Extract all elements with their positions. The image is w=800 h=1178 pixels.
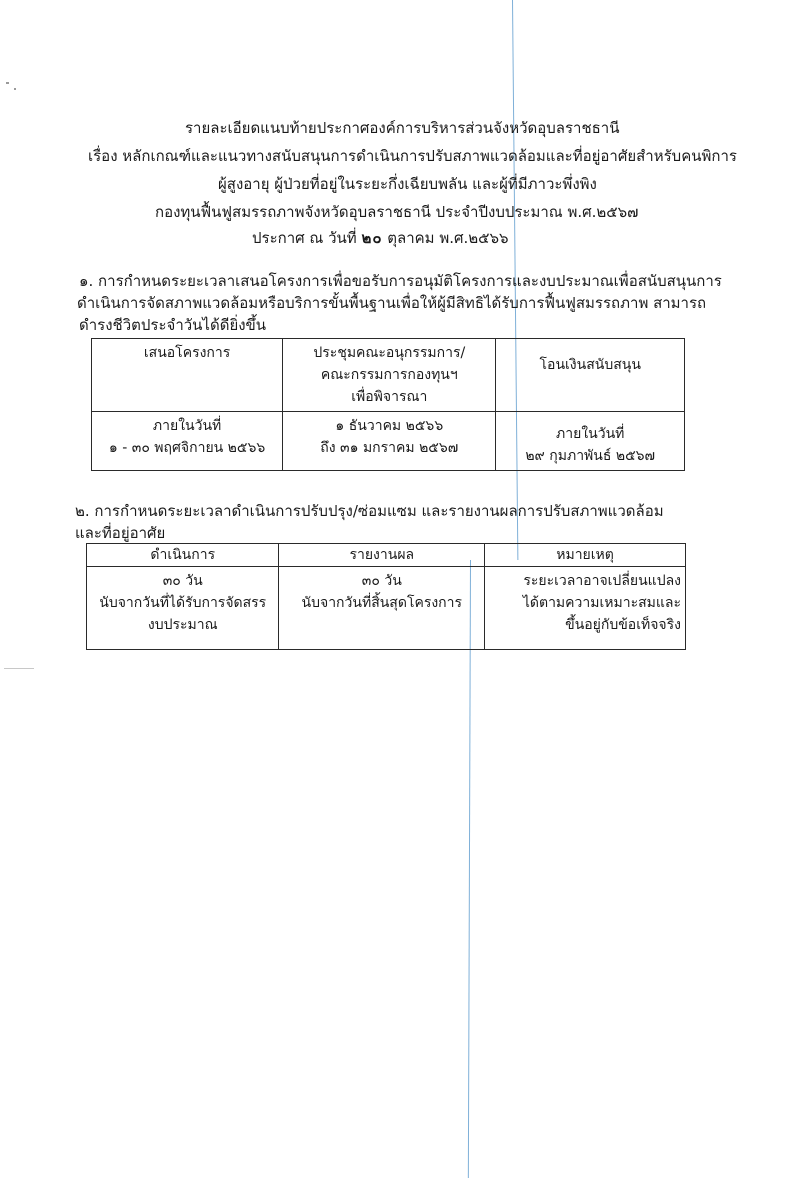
table-header-cell: ดำเนินการ (87, 544, 279, 567)
announce-date (252, 228, 509, 248)
schedule-table-2 (86, 543, 686, 650)
scan-speck (14, 88, 16, 90)
table-cell: ระยะเวลาอาจเปลี่ยนแปลง ได้ตามความเหมาะสมและ ขึ้นอยู่กับข้อเท็จจริง (485, 567, 686, 650)
table-header-row (87, 544, 686, 567)
header-line-3: ผู้สูงอายุ ผู้ป่วยที่อยู่ในระยะกึ่งเฉียบพลัน และผู้ที่มีภาวะพึ่งพิง (218, 175, 597, 193)
table-header-row (92, 339, 685, 412)
header-line-2: เรื่อง หลักเกณฑ์และแนวทางสนับสนุนการดำเนินการปรับสภาพแวดล้อมและที่อยู่อาศัยสำหรับคนพิการ (88, 147, 737, 165)
section-1-title (79, 270, 722, 336)
table-header-cell: รายงานผล (279, 544, 485, 567)
section-1-line-2: ดำเนินการจัดสภาพแวดล้อมหรือบริการขั้นพื้นฐานเพื่อให้ผู้มีสิทธิได้รับการฟื้นฟูสมรรถภาพ สามารถ (77, 294, 707, 312)
section-2-line-2: และที่อยู่อาศัย (75, 524, 166, 542)
section-2-line-1: ๒. การกำหนดระยะเวลาดำเนินการปรับปรุง/ซ่อมแซม และรายงานผลการปรับสภาพแวดล้อม (75, 502, 664, 520)
table-cell: ๓๐ วัน นับจากวันที่ได้รับการจัดสรร งบประมาณ (87, 567, 279, 650)
announce-day: ๒๐ (361, 229, 383, 247)
table-cell: ๑ ธันวาคม ๒๕๖๖ ถึง ๓๑ มกราคม ๒๕๖๗ (283, 412, 496, 471)
section-2-title (75, 500, 664, 544)
scan-artifact-line (468, 560, 471, 1178)
table-header-cell: เสนอโครงการ (92, 339, 283, 412)
section-1-line-1: ๑. การกำหนดระยะเวลาเสนอโครงการเพื่อขอรับการอนุมัติโครงการและงบประมาณเพื่อสนับสนุนการ (79, 272, 722, 290)
table-cell: ภายในวันที่ ๒๙ กุมภาพันธ์ ๒๕๖๗ (496, 412, 685, 471)
scan-speck (6, 82, 9, 84)
section-1-line-3: ดำรงชีวิตประจำวันได้ดียิ่งขึ้น (79, 316, 267, 334)
schedule-table-1 (91, 338, 685, 471)
header-line-4: กองทุนฟื้นฟูสมรรถภาพจังหวัดอุบลราชธานี ประจำปีงบประมาณ พ.ศ.๒๕๖๗ (155, 203, 639, 221)
table-row (92, 412, 685, 471)
header-line-1: รายละเอียดแนบท้ายประกาศองค์การบริหารส่วนจังหวัดอุบลราชธานี (185, 119, 620, 137)
table-header-cell: หมายเหตุ (485, 544, 686, 567)
table-header-cell: โอนเงินสนับสนุน (496, 339, 685, 412)
announce-suffix: ตุลาคม พ.ศ.๒๕๖๖ (387, 229, 509, 247)
scan-speck (4, 668, 34, 669)
announce-prefix: ประกาศ ณ วันที่ (252, 229, 357, 247)
table-row (87, 567, 686, 650)
table-cell: ๓๐ วัน นับจากวันที่สิ้นสุดโครงการ (279, 567, 485, 650)
table-header-cell: ประชุมคณะอนุกรรมการ/ คณะกรรมการกองทุนฯ เพื่อพิจารณา (283, 339, 496, 412)
table-cell: ภายในวันที่ ๑ - ๓๐ พฤศจิกายน ๒๕๖๖ (92, 412, 283, 471)
